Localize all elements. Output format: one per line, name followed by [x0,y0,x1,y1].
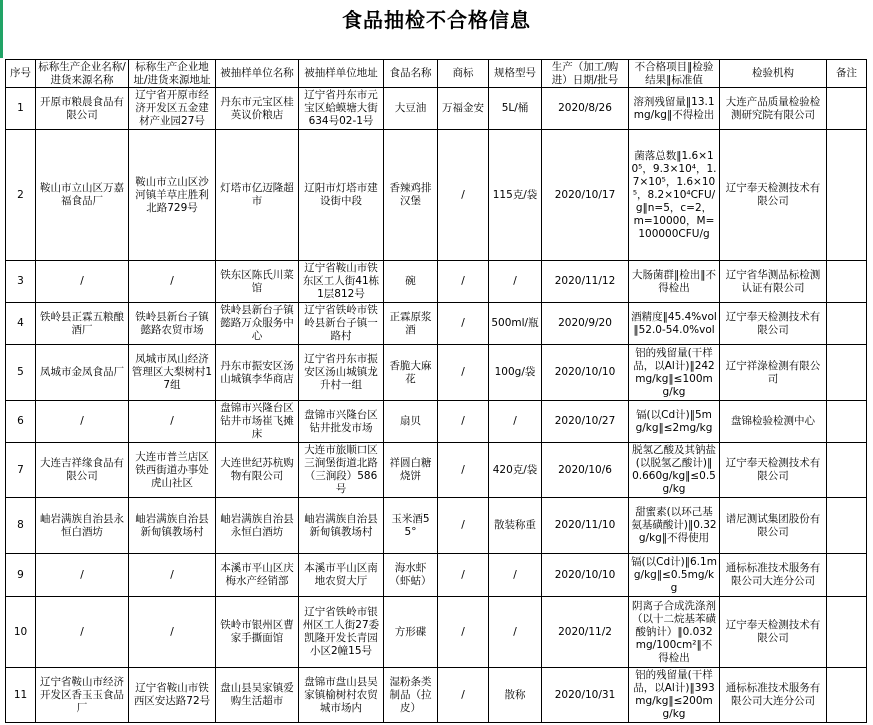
cell-index[interactable]: 8 [6,498,36,554]
cell-production-date[interactable]: 2020/9/20 [542,303,629,345]
cell-index[interactable]: 5 [6,345,36,401]
column-header-spec: 规格型号 [489,60,542,88]
table-header-row [6,60,867,88]
cell-production-date[interactable]: 2020/11/12 [542,261,629,303]
column-header-index: 序号 [6,60,36,88]
table-row [6,401,867,443]
column-header-producer-name: 标称生产企业名称/进货来源名称 [36,60,129,88]
column-header-brand: 商标 [438,60,489,88]
cell-sampled-unit-name[interactable]: 丹东市振安区汤山城镇李华商店 [216,345,299,401]
table-row [6,443,867,498]
cell-food-name[interactable]: 碗 [384,261,438,303]
cell-spec[interactable]: 500ml/瓶 [489,303,542,345]
cell-brand[interactable]: / [438,498,489,554]
column-header-sampled-unit-address: 被抽样单位地址 [299,60,384,88]
table-row [6,554,867,597]
cell-inspection-agency[interactable]: 辽宁奉天检测技术有限公司 [720,303,827,345]
cell-index[interactable]: 7 [6,443,36,498]
cell-failed-item[interactable]: 铝的残留量(干样品，以Al计)‖242mg/kg‖≤100mg/kg [629,345,720,401]
cell-failed-item[interactable]: 镉(以Cd计)‖6.1mg/kg‖≤0.5mg/kg [629,554,720,597]
cell-sampled-unit-address[interactable]: 本溪市平山区南地农贸大厅 [299,554,384,597]
cell-brand[interactable]: / [438,554,489,597]
cell-remarks[interactable] [827,668,867,723]
cell-producer-address[interactable]: 大连市普兰店区铁西街道办事处虎山社区 [129,443,216,498]
cell-sampled-unit-name[interactable]: 大连世纪苏杭购物有限公司 [216,443,299,498]
column-header-remarks: 备注 [827,60,867,88]
cell-food-name[interactable]: 香脆大麻花 [384,345,438,401]
cell-producer-name[interactable]: 辽宁省鞍山市经济开发区香玉玉食品厂 [36,668,129,723]
cell-inspection-agency[interactable]: 辽宁省华测品标检测认证有限公司 [720,261,827,303]
cell-remarks[interactable] [827,443,867,498]
table-row [6,88,867,130]
cell-failed-item[interactable]: 大肠菌群‖检出‖不得检出 [629,261,720,303]
cell-producer-address[interactable]: / [129,261,216,303]
cell-spec[interactable]: 420克/袋 [489,443,542,498]
column-header-sampled-unit-name: 被抽样单位名称 [216,60,299,88]
cell-remarks[interactable] [827,261,867,303]
cell-sampled-unit-name[interactable]: 本溪市平山区庆梅水产经销部 [216,554,299,597]
cell-spec[interactable]: 115克/袋 [489,130,542,261]
cell-production-date[interactable]: 2020/11/2 [542,597,629,668]
cell-brand[interactable]: 万福金安 [438,88,489,130]
cell-producer-name[interactable]: 开原市粮晨食品有限公司 [36,88,129,130]
cell-spec[interactable]: / [489,554,542,597]
cell-index[interactable]: 2 [6,130,36,261]
cell-failed-item[interactable]: 镉(以Cd计)‖5mg/kg‖≤2mg/kg [629,401,720,443]
column-header-producer-address: 标称生产企业地址/进货来源地址 [129,60,216,88]
cell-producer-name[interactable]: 岫岩满族自治县永恒白酒坊 [36,498,129,554]
cell-index[interactable]: 1 [6,88,36,130]
cell-brand[interactable]: / [438,401,489,443]
cell-sampled-unit-address[interactable]: 辽宁省铁岭市银州区工人街27委凯隆开发长青园小区2幢15号 [299,597,384,668]
cell-inspection-agency[interactable]: 盘锦检验检测中心 [720,401,827,443]
cell-sampled-unit-address[interactable]: 盘锦市兴隆台区钻井批发市场 [299,401,384,443]
cell-index[interactable]: 4 [6,303,36,345]
table-row [6,597,867,668]
cell-brand[interactable]: / [438,303,489,345]
cell-sampled-unit-name[interactable]: 灯塔市亿迈隆超市 [216,130,299,261]
column-header-production-date: 生产（加工/购进）日期/批号 [542,60,629,88]
cell-food-name[interactable]: 玉米酒55° [384,498,438,554]
cell-sampled-unit-address[interactable]: 岫岩满族自治县新甸镇教场村 [299,498,384,554]
cell-sampled-unit-address[interactable]: 辽宁省铁岭市铁岭县新台子镇一路村 [299,303,384,345]
cell-failed-item[interactable]: 铝的残留量(干样品，以Al计)‖393mg/kg‖≤200mg/kg [629,668,720,723]
cell-producer-address[interactable]: 辽宁省鞍山市铁西区安达路72号 [129,668,216,723]
cell-sampled-unit-address[interactable]: 辽宁省丹东市元宝区蛤蟆塘大街634号02-1号 [299,88,384,130]
cell-remarks[interactable] [827,303,867,345]
cell-producer-address[interactable]: 辽宁省开原市经济开发区五金建材产业园27号 [129,88,216,130]
cell-spec[interactable]: / [489,261,542,303]
table-row [6,345,867,401]
cell-failed-item[interactable]: 溶剂残留量‖13.1mg/kg‖不得检出 [629,88,720,130]
cell-production-date[interactable]: 2020/10/17 [542,130,629,261]
cell-failed-item[interactable]: 甜蜜素(以环己基氨基磺酸计)‖0.32g/kg‖不得使用 [629,498,720,554]
cell-index[interactable]: 10 [6,597,36,668]
column-header-failed-item: 不合格项目‖检验结果‖标准值 [629,60,720,88]
cell-producer-name[interactable]: / [36,401,129,443]
cell-remarks[interactable] [827,498,867,554]
cell-sampled-unit-name[interactable]: 铁岭市银州区曹家手撕面馆 [216,597,299,668]
cell-spec[interactable]: 100g/袋 [489,345,542,401]
cell-sampled-unit-name[interactable]: 岫岩满族自治县永恒白酒坊 [216,498,299,554]
cell-brand[interactable]: / [438,668,489,723]
cell-spec[interactable]: 散称 [489,668,542,723]
cell-spec[interactable]: 散装称重 [489,498,542,554]
cell-spec[interactable]: / [489,401,542,443]
cell-brand[interactable]: / [438,443,489,498]
cell-food-name[interactable]: 祥圆白糖烧饼 [384,443,438,498]
cell-food-name[interactable]: 扇贝 [384,401,438,443]
cell-food-name[interactable]: 大豆油 [384,88,438,130]
cell-production-date[interactable]: 2020/10/27 [542,401,629,443]
cell-spec[interactable]: / [489,597,542,668]
cell-remarks[interactable] [827,597,867,668]
table-row [6,498,867,554]
cell-producer-name[interactable]: 铁岭县正霖五粮酿酒厂 [36,303,129,345]
cell-brand[interactable]: / [438,130,489,261]
cell-index[interactable]: 6 [6,401,36,443]
cell-production-date[interactable]: 2020/10/10 [542,554,629,597]
cell-sampled-unit-address[interactable]: 大连市旅顺口区三涧堡街道北路（三涧段）586号 [299,443,384,498]
cell-producer-address[interactable]: 鞍山市立山区沙河镇羊草庄胜利北路729号 [129,130,216,261]
cell-sampled-unit-address[interactable]: 辽宁省丹东市振安区汤山城镇龙升村一组 [299,345,384,401]
cell-remarks[interactable] [827,345,867,401]
cell-food-name[interactable]: 正霖原浆酒 [384,303,438,345]
cell-inspection-agency[interactable]: 通标标准技术服务有限公司大连分公司 [720,554,827,597]
cell-remarks[interactable] [827,554,867,597]
cell-producer-address[interactable]: / [129,554,216,597]
cell-sampled-unit-name[interactable]: 盘锦市兴隆台区钻井市场崔飞摊床 [216,401,299,443]
cell-food-name[interactable]: 方形碟 [384,597,438,668]
table-row [6,303,867,345]
cell-producer-name[interactable]: / [36,261,129,303]
cell-brand[interactable]: / [438,261,489,303]
cell-producer-address[interactable]: 铁岭县新台子镇懿路农贸市场 [129,303,216,345]
cell-production-date[interactable]: 2020/10/10 [542,345,629,401]
cell-index[interactable]: 9 [6,554,36,597]
cell-sampled-unit-address[interactable]: 盘锦市盘山县吴家镇榆树村农贸城市场内 [299,668,384,723]
cell-failed-item[interactable]: 脱氢乙酸及其钠盐(以脱氢乙酸计)‖0.660g/kg‖≤0.5g/kg [629,443,720,498]
cell-inspection-agency[interactable]: 辽宁奉天检测技术有限公司 [720,597,827,668]
cell-brand[interactable]: / [438,597,489,668]
cell-index[interactable]: 3 [6,261,36,303]
cell-remarks[interactable] [827,401,867,443]
cell-food-name[interactable]: 香辣鸡排汉堡 [384,130,438,261]
cell-failed-item[interactable]: 阴离子合成洗涤剂（以十二烷基苯磺酸钠计）‖0.032mg/100cm²‖不得检出 [629,597,720,668]
page-title: 食品抽检不合格信息 [342,8,531,32]
cell-inspection-agency[interactable]: 通标标准技术服务有限公司大连分公司 [720,668,827,723]
cell-remarks[interactable] [827,130,867,261]
cell-production-date[interactable]: 2020/8/26 [542,88,629,130]
table-row [6,261,867,303]
cell-inspection-agency[interactable]: 大连产品质量检验检测研究院有限公司 [720,88,827,130]
cell-brand[interactable]: / [438,345,489,401]
cell-food-name[interactable]: 海水虾（虾蛄） [384,554,438,597]
cell-producer-address[interactable]: / [129,597,216,668]
cell-producer-name[interactable]: / [36,597,129,668]
cell-production-date[interactable]: 2020/11/10 [542,498,629,554]
cell-remarks[interactable] [827,88,867,130]
cell-producer-address[interactable]: 岫岩满族自治县新甸镇教场村 [129,498,216,554]
cell-sampled-unit-name[interactable]: 盘山县吴家镇爱购生活超市 [216,668,299,723]
cell-sampled-unit-address[interactable]: 辽阳市灯塔市建设街中段 [299,130,384,261]
cell-failed-item[interactable]: 酒精度‖45.4%vol‖52.0-54.0%vol [629,303,720,345]
cell-producer-name[interactable]: 鞍山市立山区万嘉福食品厂 [36,130,129,261]
cell-inspection-agency[interactable]: 谱尼测试集团股份有限公司 [720,498,827,554]
cell-production-date[interactable]: 2020/10/31 [542,668,629,723]
cell-production-date[interactable]: 2020/10/6 [542,443,629,498]
cell-producer-address[interactable]: 凤城市凤山经济管理区大梨树村17组 [129,345,216,401]
column-header-inspection-agency: 检验机构 [720,60,827,88]
cell-producer-name[interactable]: 大连吉祥缘食品有限公司 [36,443,129,498]
cell-food-name[interactable]: 湿粉条类制品（拉皮） [384,668,438,723]
cell-producer-address[interactable]: / [129,401,216,443]
cell-producer-name[interactable]: / [36,554,129,597]
cell-producer-name[interactable]: 凤城市金凤食品厂 [36,345,129,401]
table-row [6,130,867,261]
cell-sampled-unit-name[interactable]: 丹东市元宝区桂英议价粮店 [216,88,299,130]
cell-spec[interactable]: 5L/桶 [489,88,542,130]
cell-inspection-agency[interactable]: 辽宁奉天检测技术有限公司 [720,130,827,261]
cell-inspection-agency[interactable]: 辽宁祥淥检测有限公司 [720,345,827,401]
cell-sampled-unit-name[interactable]: 铁东区陈氏川菜馆 [216,261,299,303]
column-header-food-name: 食品名称 [384,60,438,88]
cell-index[interactable]: 11 [6,668,36,723]
cell-failed-item[interactable]: 菌落总数‖1.6×10⁵，9.3×10⁴，1.7×10⁵，1.6×10⁵，8.2×10⁴CFU/g‖n=5，c=2，m=10000，M=100000CFU/g [629,130,720,261]
cell-sampled-unit-name[interactable]: 铁岭县新台子镇懿路万众服务中心 [216,303,299,345]
cell-sampled-unit-address[interactable]: 辽宁省鞍山市铁东区工人街41栋1层812号 [299,261,384,303]
cell-inspection-agency[interactable]: 辽宁奉天检测技术有限公司 [720,443,827,498]
failed-inspection-table [5,59,867,723]
table-row [6,668,867,723]
